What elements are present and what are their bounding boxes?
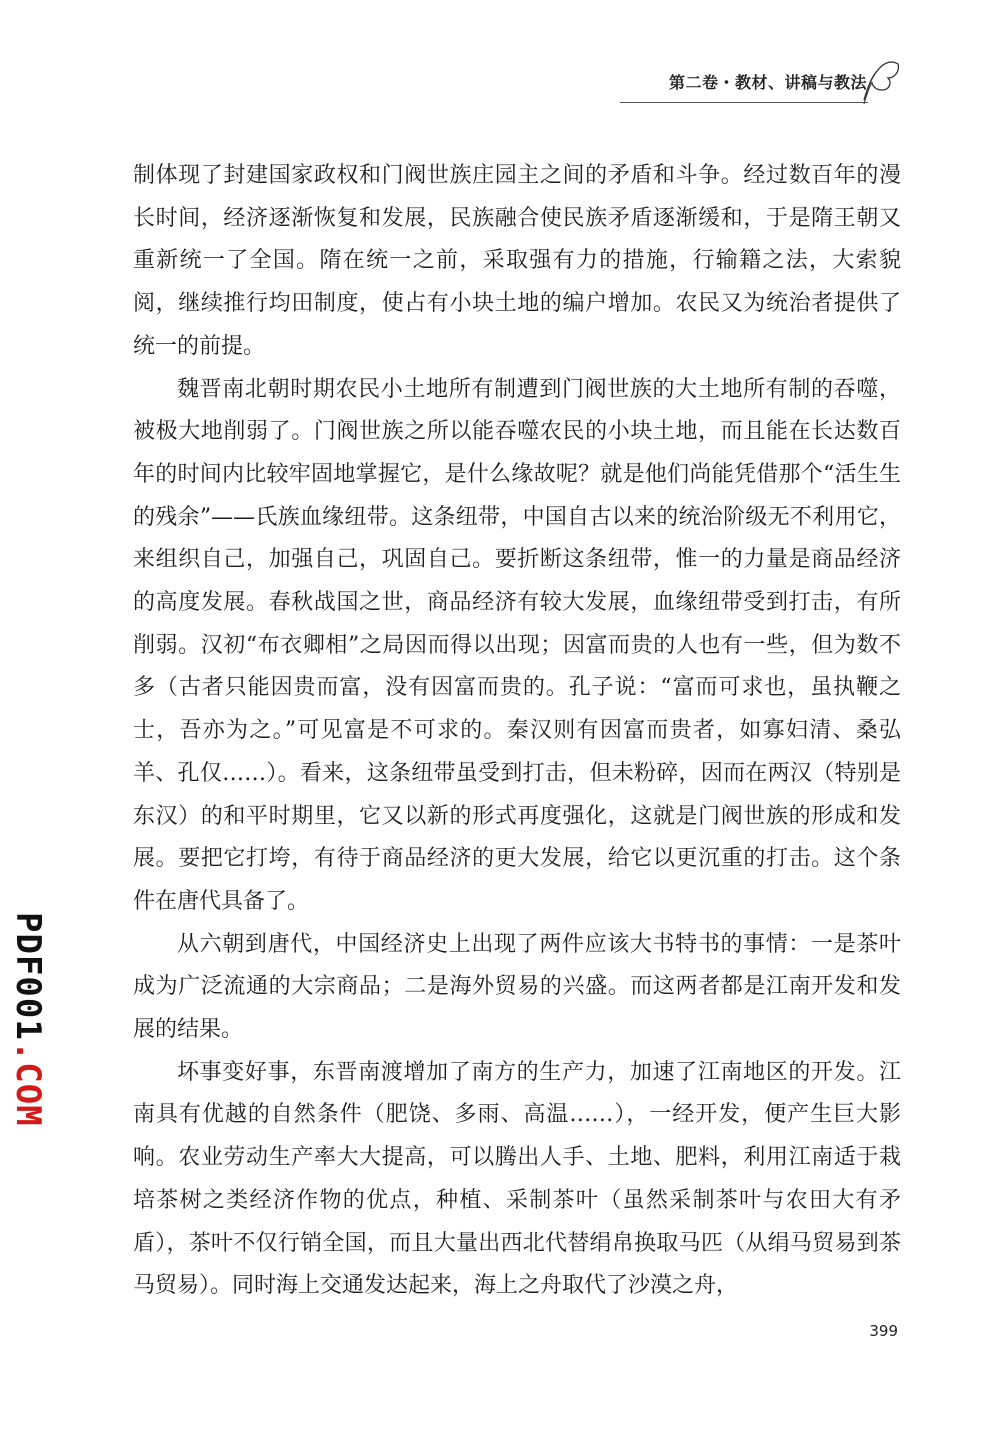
paragraph: 坏事变好事，东晋南渡增加了南方的生产力，加速了江南地区的开发。江南具有优越的自然条件（肥饶、多雨、高温……），一经开发，便产生巨大影响。农业劳动生产率大大提高，可以腾出人手、土地、肥料，利用江南适于栽培茶树之类经济作物的优点，种植、采制茶叶（虽然采制茶叶与农田大有矛盾），茶叶不仅行销全国，而且大量出西北代替绢帛换取马匹（从绢马贸易到茶马贸易）。同时海上交通发达起来，海上之舟取代了沙漠之舟，	[133, 1059, 901, 1299]
body-text	[133, 155, 901, 1308]
watermark-prefix: PDF001	[8, 912, 48, 1041]
header-rule	[620, 102, 868, 103]
watermark-suffix: .COM	[8, 1040, 48, 1127]
page-number: 399	[869, 1322, 898, 1340]
paragraph: 制体现了封建国家政权和门阀世族庄园主之间的矛盾和斗争。经过数百年的漫长时间，经济逐渐恢复和发展，民族融合使民族矛盾逐渐缓和，于是隋王朝又重新统一了全国。隋在统一之前，采取强有力的措施，行输籍之法，大索貌阅，继续推行均田制度，使占有小块土地的编户增加。农民又为统治者提供了统一的前提。	[133, 163, 901, 359]
paragraph: 从六朝到唐代，中国经济史上出现了两件应该大书特书的事情：一是茶叶成为广泛流通的大宗商品；二是海外贸易的兴盛。而这两者都是江南开发和发展的结果。	[133, 931, 901, 1043]
paragraph: 魏晋南北朝时期农民小土地所有制遭到门阀世族的大土地所有制的吞噬，被极大地削弱了。门阀世族之所以能吞噬农民的小块土地，而且能在长达数百年的时间内比较牢固地掌握它，是什么缘故呢？就是他们尚能凭借那个“活生生的残余”——氏族血缘纽带。这条纽带，中国自古以来的统治阶级无不利用它，来组织自己，加强自己，巩固自己。要折断这条纽带，惟一的力量是商品经济的高度发展。春秋战国之世，商品经济有较大发展，血缘纽带受到打击，有所削弱。汉初“布衣卿相”之局因而得以出现；因富而贵的人也有一些，但为数不多（古者只能因贵而富，没有因富而贵的。孔子说：“富而可求也，虽执鞭之士，吾亦为之。”可见富是不可求的。秦汉则有因富而贵者，如寡妇清、桑弘羊、孔仅……）。看来，这条纽带虽受到打击，但未粉碎，因而在两汉（特别是东汉）的和平时期里，它又以新的形式再度强化，这就是门阀世族的形成和发展。要把它打垮，有待于商品经济的更大发展，给它以更沉重的打击。这个条件在唐代具备了。	[133, 376, 901, 914]
watermark	[4, 912, 52, 1127]
running-header: 第二卷・教材、讲稿与教法	[668, 73, 867, 92]
